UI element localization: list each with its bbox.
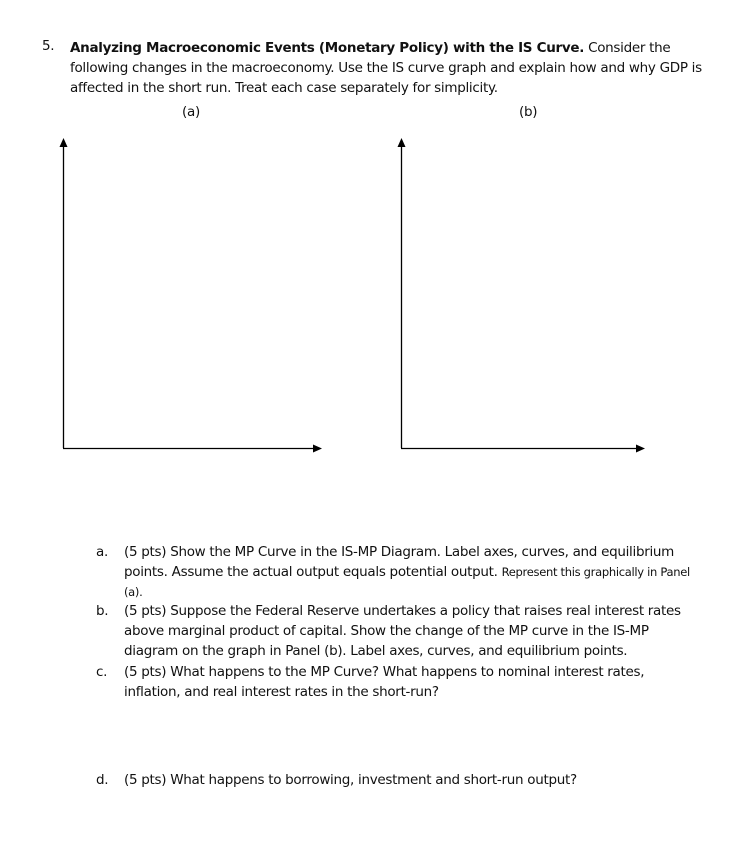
item-d-marker: d. <box>96 772 109 788</box>
panel-b-label: (b) <box>519 104 538 120</box>
question-number: 5. <box>42 38 55 54</box>
item-b-text: (5 pts) Suppose the Federal Reserve undertakes a policy that raises real interest rates above marginal product of capital. Show the change of the MP curve in the IS-MP diagram on the graph in Panel (b). Label axes, curves, and equilibrium points. <box>124 603 681 659</box>
item-d-text: (5 pts) What happens to borrowing, investment and short-run output? <box>124 772 577 788</box>
panel-a-y-arrowhead <box>60 138 68 147</box>
panel-b-axes <box>398 138 646 453</box>
item-a-text <box>124 542 704 602</box>
panel-a-x-arrowhead <box>313 445 322 453</box>
question-title: Analyzing Macroeconomic Events (Monetary Policy) with the IS Curve. <box>70 40 585 56</box>
panel-a-axes <box>60 138 323 453</box>
panel-b-x-arrowhead <box>636 445 645 453</box>
panel-b-y-arrowhead <box>398 138 406 147</box>
item-a-marker: a. <box>96 544 108 560</box>
item-a-note: Represent this graphically in Panel (a). <box>124 565 690 599</box>
item-b-marker: b. <box>96 603 109 619</box>
item-c-text: (5 pts) What happens to the MP Curve? What happens to nominal interest rates, inflation, and real interest rates in the short-run? <box>124 664 645 700</box>
question-body: Consider the following changes in the macroeconomy. Use the IS curve graph and explain how and why GDP is affected in the short run. Treat each case separately for simplicity. <box>70 40 702 96</box>
panel-a-label: (a) <box>182 104 200 120</box>
item-a-main: (5 pts) Show the MP Curve in the IS-MP Diagram. Label axes, curves, and equilibrium points. Assume the actual output equals potential output. <box>124 544 675 580</box>
item-c-marker: c. <box>96 664 108 680</box>
